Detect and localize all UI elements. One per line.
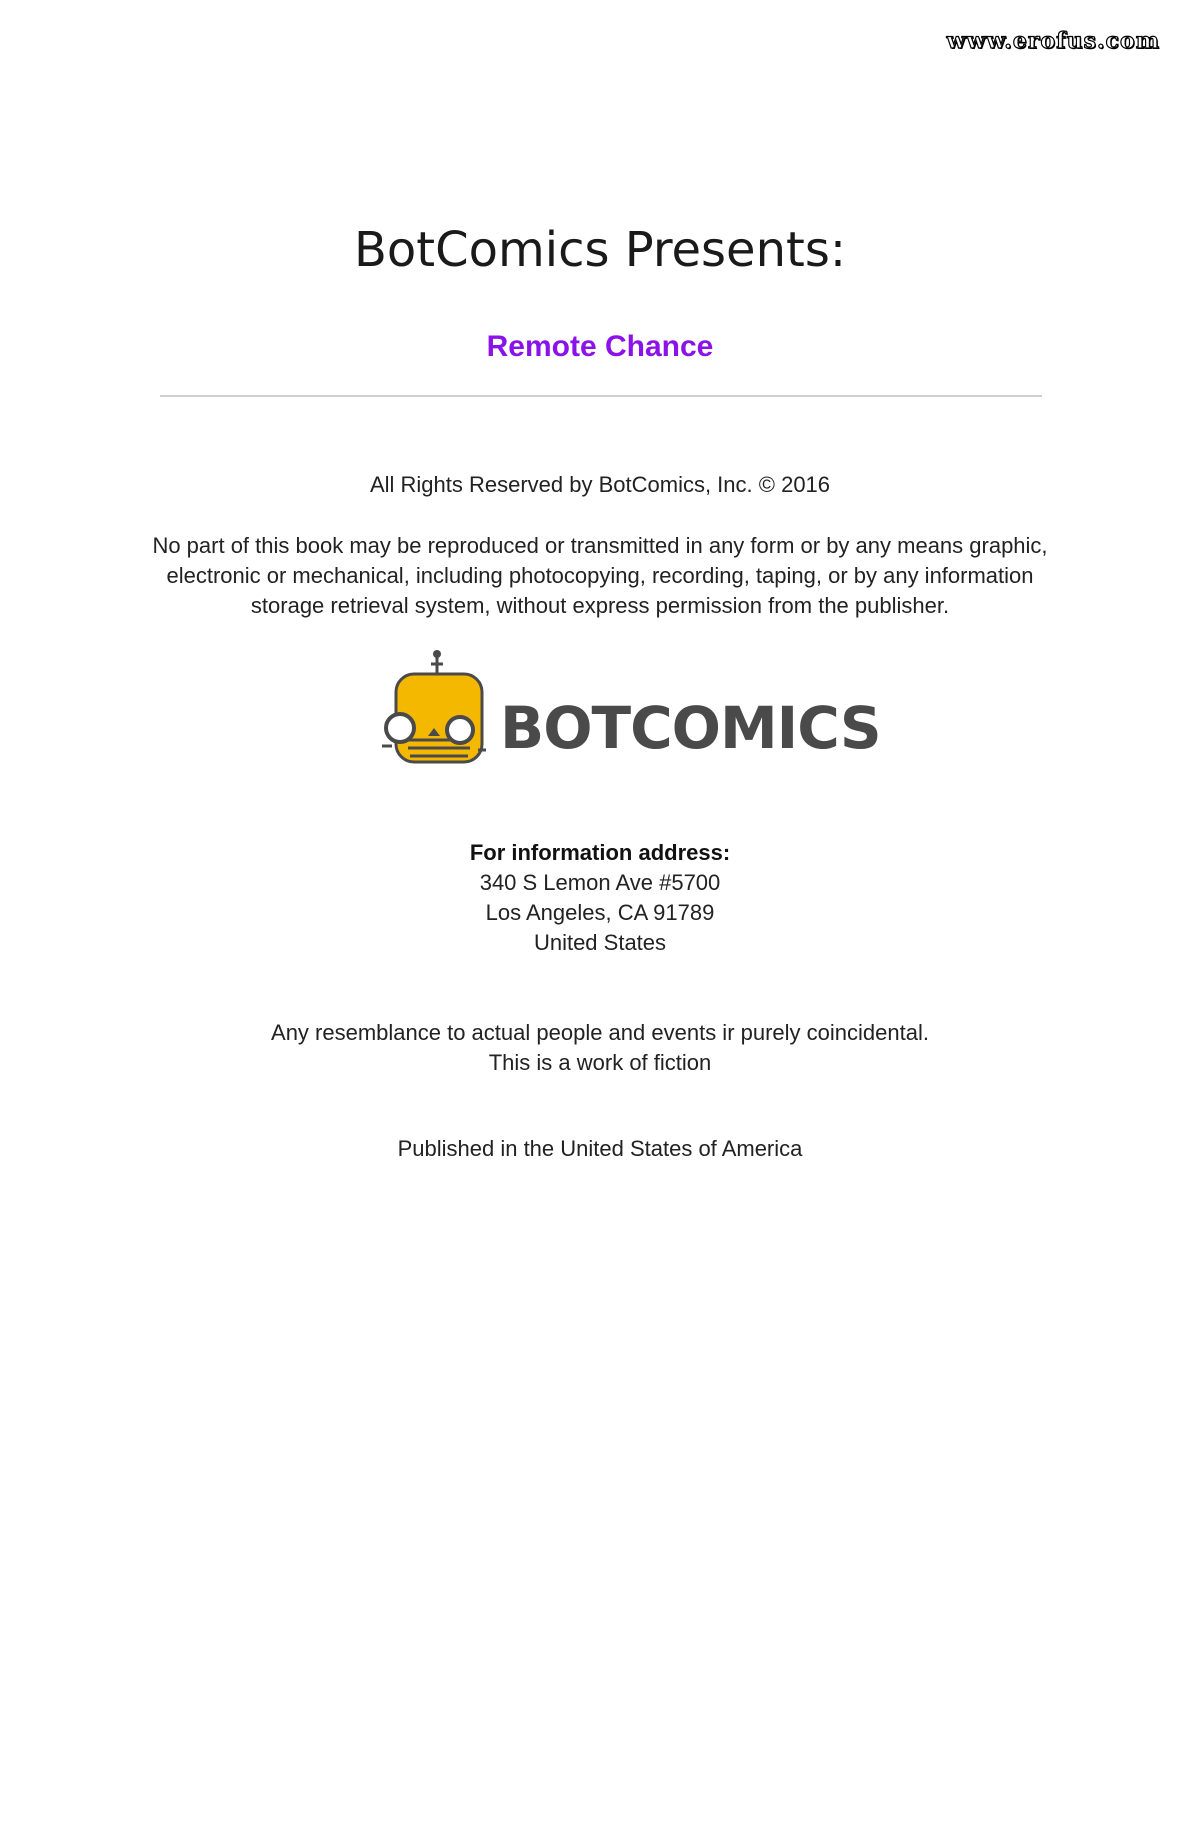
- notice-line: No part of this book may be reproduced or transmitted in any form or by any means graphic,: [152, 533, 1048, 558]
- info-address: [0, 838, 1200, 958]
- disclaimer: [0, 1018, 1200, 1078]
- divider: [160, 395, 1042, 397]
- address-city: Los Angeles, CA 91789: [485, 900, 715, 925]
- notice-line: electronic or mechanical, including photocopying, recording, taping, or by any information: [166, 563, 1034, 588]
- address-country: United States: [533, 930, 667, 955]
- disclaimer-line: This is a work of fiction: [488, 1050, 712, 1075]
- disclaimer-line: Any resemblance to actual people and events ir purely coincidental.: [271, 1020, 929, 1045]
- watermark: www.erofus.com: [946, 28, 1160, 54]
- address-street: 340 S Lemon Ave #5700: [479, 870, 721, 895]
- logo-text: BOTCOMICS: [500, 694, 881, 762]
- reproduction-notice: [130, 531, 1070, 621]
- notice-line: storage retrieval system, without express permission from the publisher.: [250, 593, 950, 618]
- robot-head-icon: [382, 650, 486, 762]
- comic-title: Remote Chance: [486, 330, 714, 363]
- presents-heading: BotComics Presents:: [353, 222, 847, 278]
- published-notice: Published in the United States of America: [397, 1136, 803, 1161]
- rights-reserved: All Rights Reserved by BotComics, Inc. © 2016: [369, 472, 831, 497]
- info-heading: For information address:: [469, 840, 731, 865]
- botcomics-logo: [378, 648, 881, 778]
